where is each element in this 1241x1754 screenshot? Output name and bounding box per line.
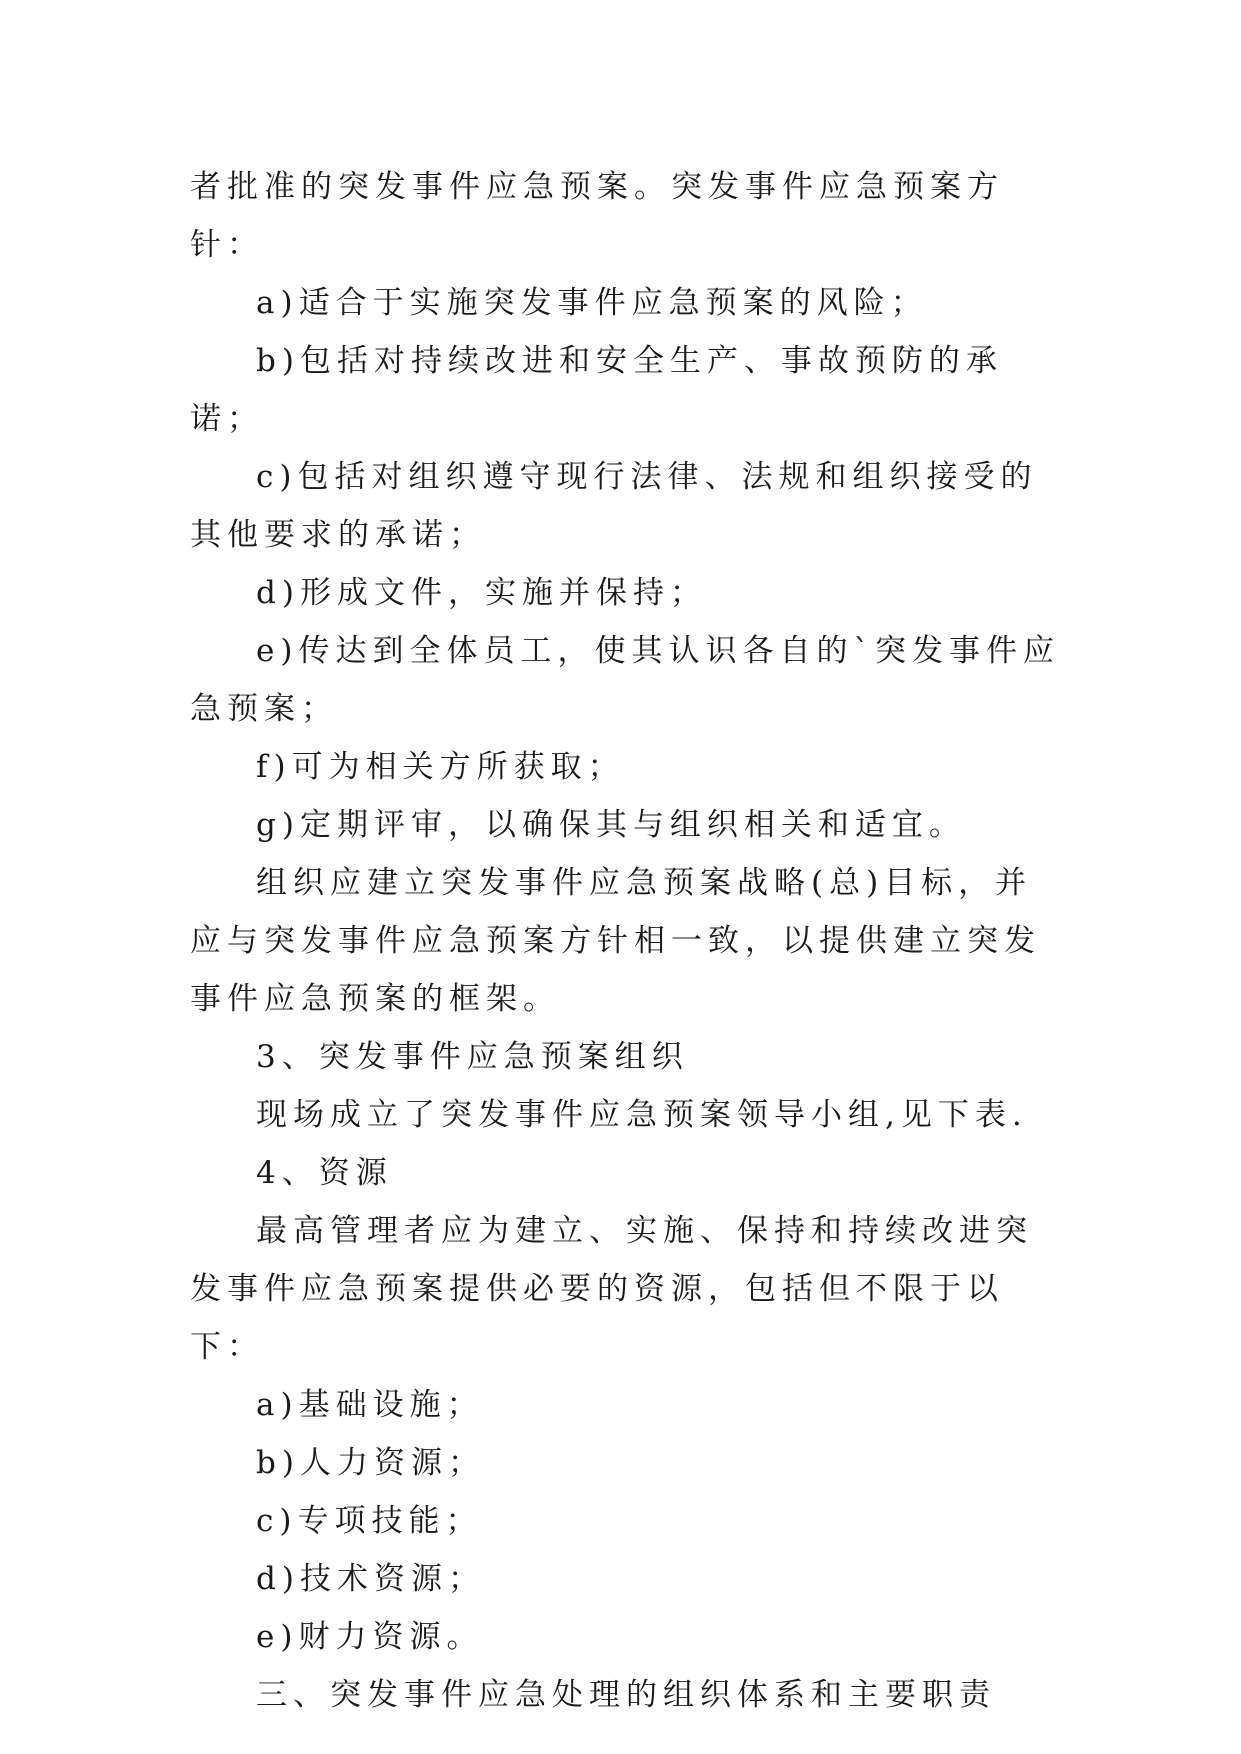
resource-item-a: a)基础设施； bbox=[256, 1387, 484, 1423]
objectives-paragraph: 组织应建立突发事件应急预案战略(总)目标，并应与突发事件应急预案方针相一致，以提供建立突发事件应急预案的框架。 bbox=[190, 865, 1041, 1017]
resource-item-b: b)人力资源； bbox=[256, 1445, 485, 1481]
section-heading-resources: 4、资源 bbox=[256, 1155, 393, 1191]
document-body bbox=[190, 158, 1060, 1724]
resource-item-c: c)专项技能； bbox=[256, 1503, 483, 1539]
policy-item-g: g)定期评审，以确保其与组织相关和适宜。 bbox=[256, 807, 966, 843]
policy-item-c: c)包括对组织遵守现行法律、法规和组织接受的其他要求的承诺； bbox=[190, 459, 1038, 553]
policy-item-e: e)传达到全体员工，使其认识各自的`突发事件应急预案； bbox=[190, 633, 1060, 727]
policy-item-a: a)适合于实施突发事件应急预案的风险； bbox=[256, 285, 928, 321]
organization-paragraph: 现场成立了突发事件应急预案领导小组,见下表. bbox=[256, 1097, 1028, 1133]
section-heading-organization: 3、突发事件应急预案组织 bbox=[256, 1039, 689, 1075]
policy-item-b: b)包括对持续改进和安全生产、事故预防的承诺； bbox=[190, 343, 1003, 437]
chapter-heading-three: 三、突发事件应急处理的组织体系和主要职责 bbox=[256, 1677, 996, 1713]
policy-item-f: f)可为相关方所获取； bbox=[256, 749, 625, 785]
resource-item-d: d)技术资源； bbox=[256, 1561, 485, 1597]
paragraph-continuation: 者批准的突发事件应急预案。突发事件应急预案方针： bbox=[190, 169, 1004, 263]
resource-item-e: e)财力资源。 bbox=[256, 1619, 484, 1655]
policy-item-d: d)形成文件，实施并保持； bbox=[256, 575, 707, 611]
resources-paragraph: 最高管理者应为建立、实施、保持和持续改进突发事件应急预案提供必要的资源，包括但不限于以下： bbox=[190, 1213, 1033, 1365]
